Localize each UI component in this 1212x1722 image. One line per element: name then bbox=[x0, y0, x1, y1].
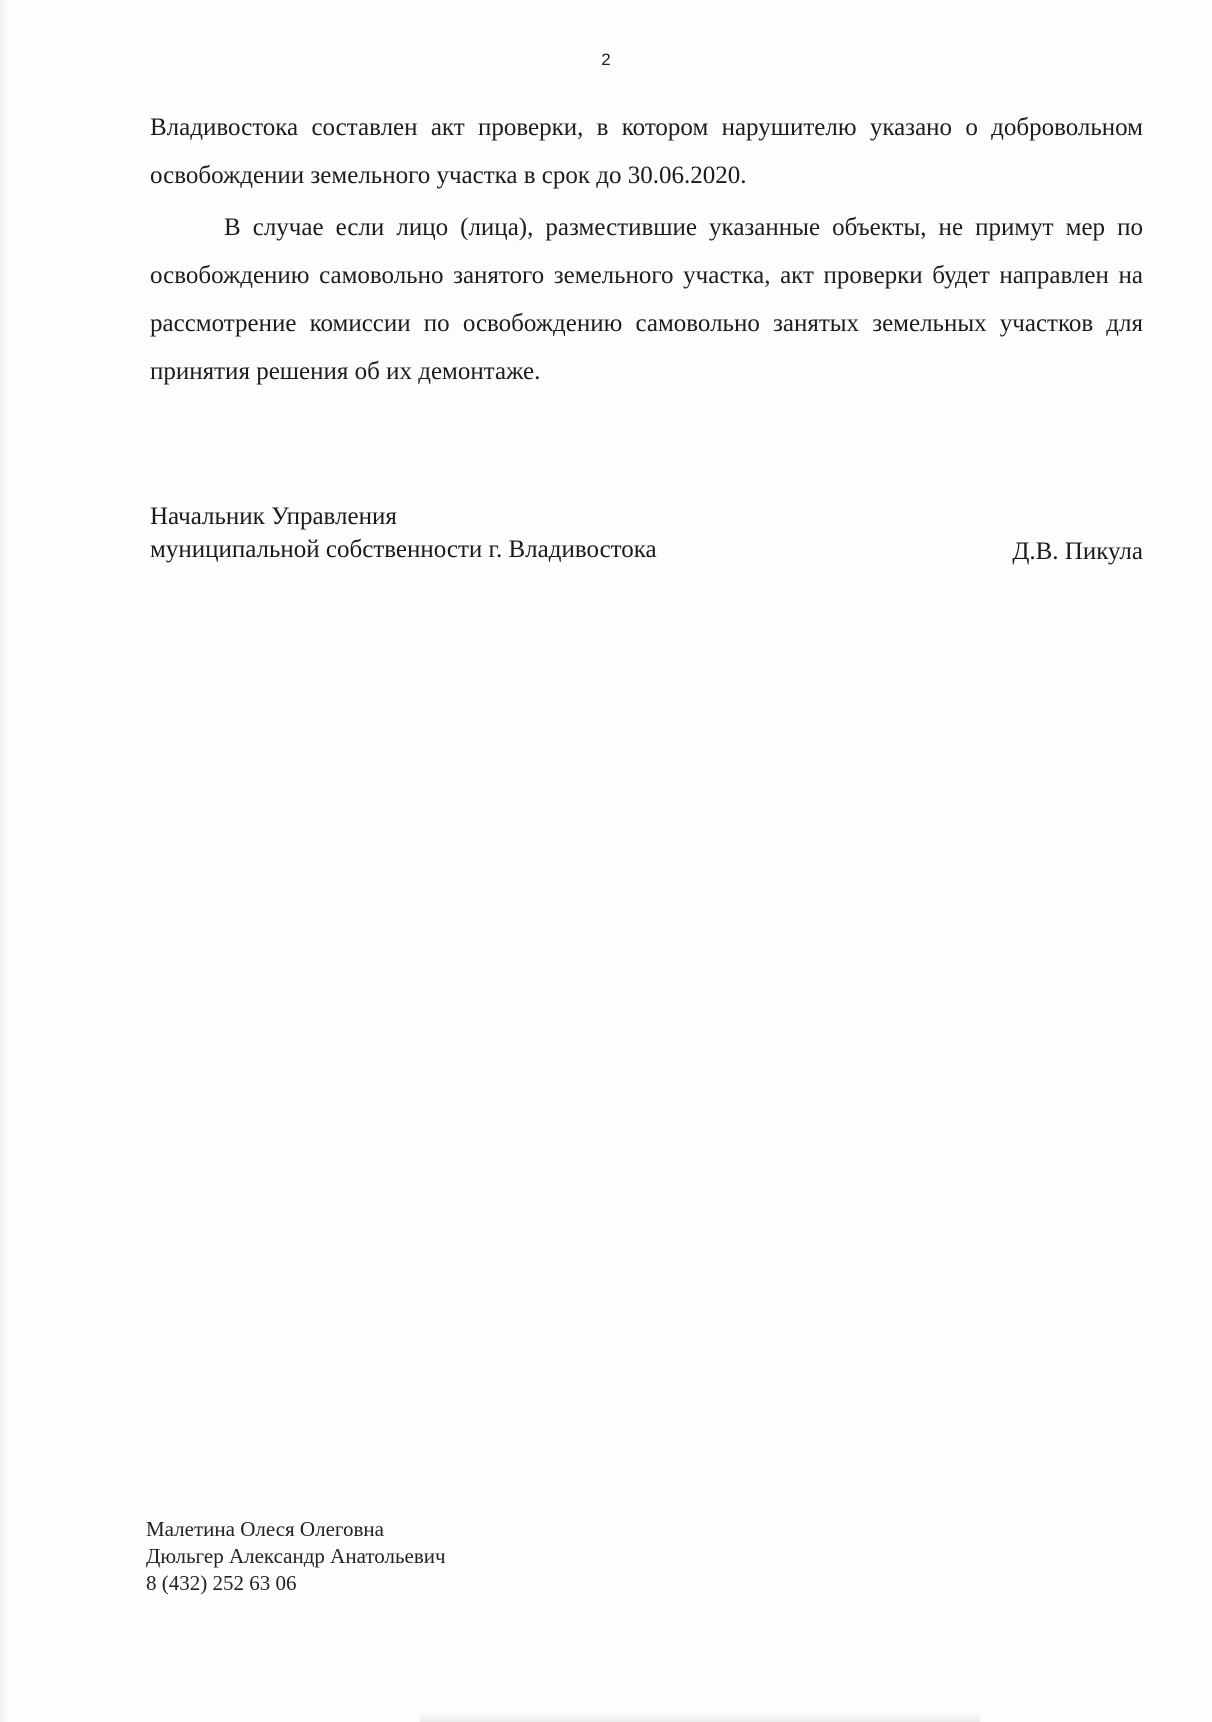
signature-position-line-1: Начальник Управления bbox=[150, 503, 397, 530]
contact-person-1: Малетина Олеся Олеговна bbox=[146, 1517, 384, 1541]
contacts-block bbox=[146, 1516, 446, 1597]
signatory-name: Д.В. Пикула bbox=[1012, 538, 1143, 565]
scan-bottom-shadow bbox=[420, 1712, 980, 1722]
paragraph-2-text: В случае если лицо (лица), разместившие указанные объекты, не примут мер по освобождению самовольно занятого земельного участка, акт проверки будет направлен на рассмотрение комиссии по освобождению самовольно занятых земельных участков для принятия решения об их демонтаже. bbox=[150, 214, 1143, 385]
contact-phone: 8 (432) 252 63 06 bbox=[146, 1571, 297, 1595]
signature-position-line-2: муниципальной собственности г. Владивостока bbox=[150, 536, 657, 563]
page-number: 2 bbox=[601, 50, 611, 69]
signature-position bbox=[150, 500, 1143, 566]
scan-edge-shadow bbox=[0, 0, 8, 1722]
paragraph-1-text: Владивостока составлен акт проверки, в котором нарушителю указано о добровольном освобождении земельного участка в срок до 30.06.2020. bbox=[150, 114, 1143, 189]
paragraph-1 bbox=[150, 104, 1143, 200]
contact-person-2: Дюльгер Александр Анатольевич bbox=[146, 1544, 446, 1568]
paragraph-2 bbox=[150, 204, 1143, 396]
